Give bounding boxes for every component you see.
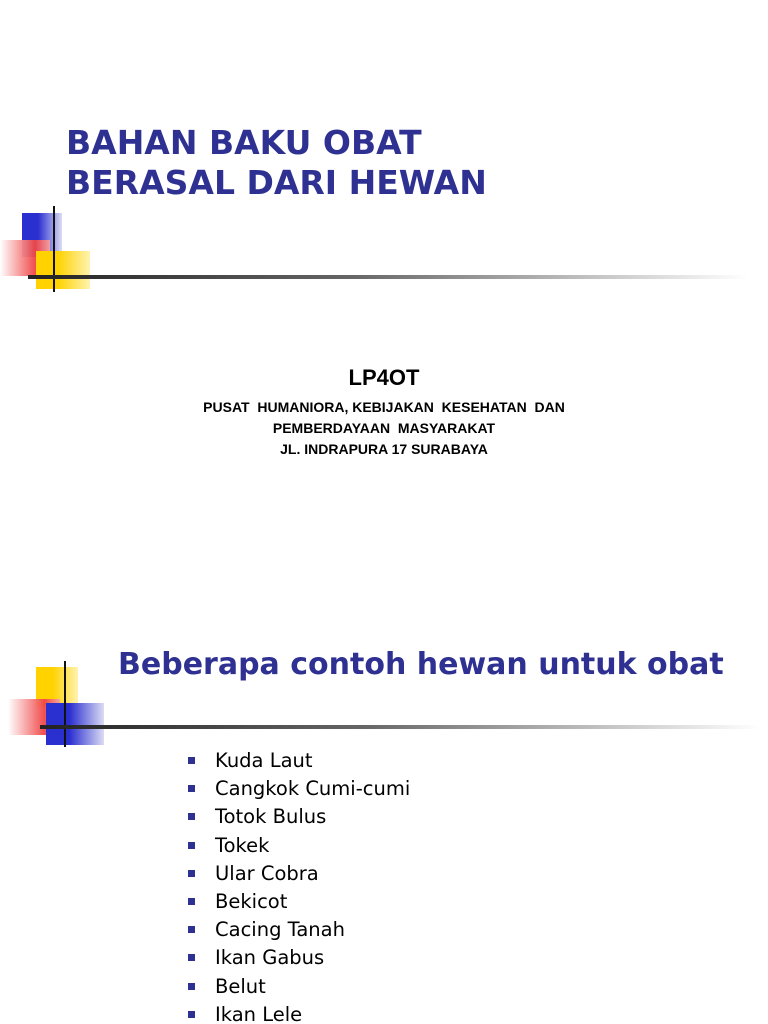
list-item-label: Bekicot [215,889,288,913]
list-item-label: Totok Bulus [215,805,327,829]
list-item [188,1001,410,1024]
vertical-rule [53,206,55,292]
list-item-label: Cangkok Cumi-cumi [215,777,411,801]
list-item [188,803,410,831]
list-item-label: Ikan Lele [215,1002,303,1024]
list-item [188,973,410,1001]
title-line-1: BAHAN BAKU OBAT [66,123,422,162]
list-item [188,860,410,888]
horizontal-rule [40,725,760,729]
list-item-label: Belut [215,974,266,998]
slide-subtitle [0,365,768,460]
list-item [188,888,410,916]
yellow-square-decoration [36,251,90,289]
vertical-rule [64,661,66,747]
square-bullet-icon [188,813,195,820]
square-bullet-icon [188,926,195,933]
square-bullet-icon [188,785,195,792]
title-line-2: BERASAL DARI HEWAN [66,163,487,203]
horizontal-rule [28,275,748,279]
subtitle-address: JL. INDRAPURA 17 SURABAYA [280,441,488,457]
subtitle-line-1: PUSAT HUMANIORA, KEBIJAKAN KESEHATAN DAN [203,399,565,415]
square-bullet-icon [188,898,195,905]
slide-title: Beberapa contoh hewan untuk obat [118,647,724,682]
list-item [188,944,410,972]
square-bullet-icon [188,954,195,961]
slide-title [66,123,487,204]
blue-square-decoration [46,703,104,745]
list-item-label: Kuda Laut [215,749,313,772]
list-item [188,832,410,860]
list-item [188,747,410,775]
square-bullet-icon [188,1011,195,1018]
list-item-label: Ular Cobra [215,861,319,885]
square-bullet-icon [188,870,195,877]
list-item [188,916,410,944]
list-item-label: Cacing Tanah [215,918,345,942]
square-bullet-icon [188,842,195,849]
subtitle-line-2: PEMBERDAYAAN MASYARAKAT [272,420,496,436]
square-bullet-icon [188,757,195,764]
list-item-label: Tokek [215,833,270,857]
list-item [188,775,410,803]
animal-list [188,747,410,1024]
slide-2 [0,512,768,1024]
organization-name: LP4OT [348,365,420,390]
list-item-label: Ikan Gabus [215,946,325,970]
square-bullet-icon [188,983,195,990]
